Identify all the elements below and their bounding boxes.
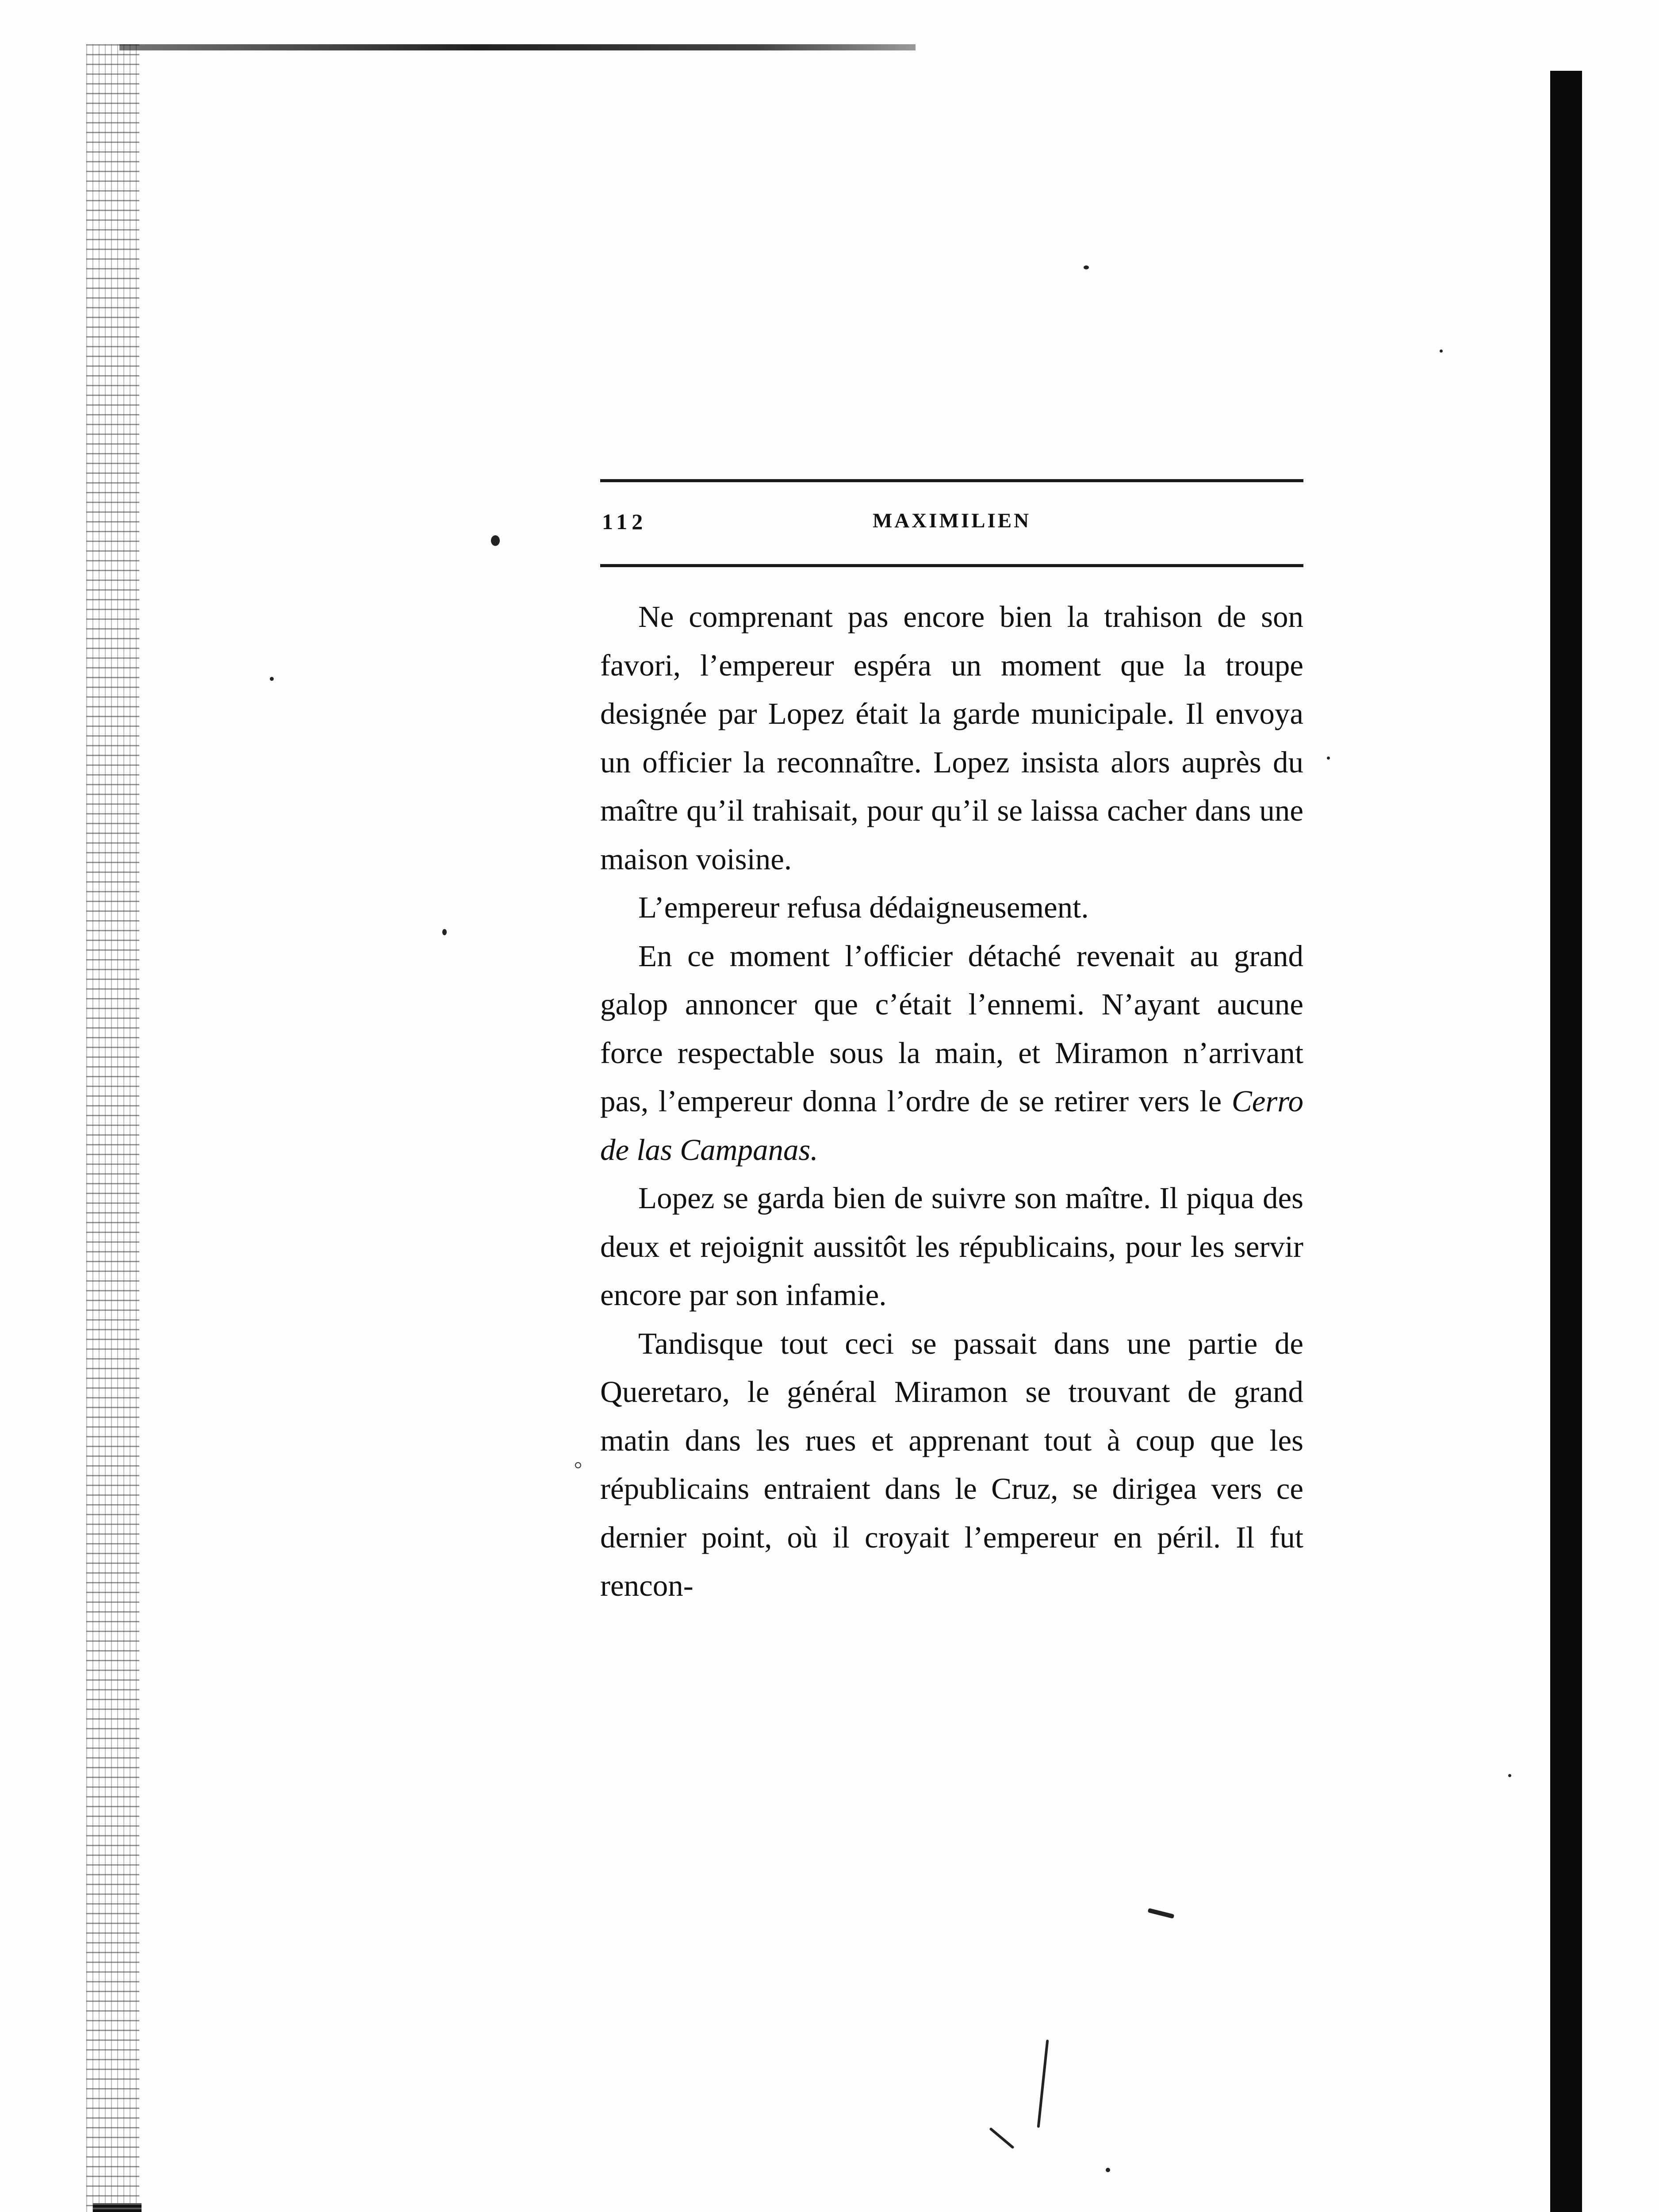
scan-speck bbox=[1148, 1908, 1175, 1919]
scan-speck bbox=[270, 677, 274, 681]
scan-speck bbox=[575, 1462, 581, 1468]
header-top-rule bbox=[600, 479, 1303, 482]
paragraph bbox=[600, 932, 1303, 1175]
scan-speck bbox=[1106, 2168, 1110, 2172]
paragraph: Ne comprenant pas encore bien la trahison de son favori, l’empereur espéra un moment que la troupe designée par Lopez était la garde municipale. Il envoya un officier la reconnaître. Lopez insista alors auprès du maître qu’il trahisait, pour qu’il se laissa cacher dans une maison voisine. bbox=[600, 600, 1303, 876]
scan-speck bbox=[1440, 349, 1443, 353]
body-text bbox=[600, 593, 1303, 1610]
scan-top-edge bbox=[119, 44, 916, 50]
header-bottom-rule bbox=[600, 564, 1303, 567]
scan-speck bbox=[1084, 265, 1089, 269]
scan-speck bbox=[1327, 757, 1330, 760]
paragraph: Lopez se garda bien de suivre son maître. Il piqua des deux et rejoignit aussitôt les républicains, pour les servir encore par son infamie. bbox=[600, 1181, 1303, 1312]
scan-right-edge-shadow bbox=[1550, 71, 1582, 2212]
scan-speck bbox=[491, 535, 500, 546]
paragraph: L’empereur refusa dédaigneusement. bbox=[638, 891, 1089, 924]
paragraph: Tandisque tout ceci se passait dans une partie de Queretaro, le général Miramon se trouvant de grand matin dans les rues et apprenant tout à coup que les républicains entraient dans le Cruz, se dirigea vers ce dernier point, où il croyait l’empereur en péril. Il fut rencon- bbox=[600, 1326, 1303, 1602]
running-title: MAXIMILIEN bbox=[872, 509, 1031, 532]
place-name-italic: Cerro de las Campanas. bbox=[600, 1084, 1303, 1167]
scan-speck bbox=[442, 929, 447, 935]
scan-speck bbox=[1037, 2039, 1049, 2128]
scan-speck bbox=[1508, 1774, 1511, 1777]
scan-speck bbox=[989, 2127, 1014, 2149]
scan-left-corner-shadow bbox=[93, 2203, 142, 2212]
scan-left-edge-noise bbox=[86, 44, 139, 2212]
running-head bbox=[600, 509, 1303, 540]
paragraph-text: En ce moment l’officier détaché revenait au grand galop annoncer que c’était l’ennemi. N’ayant aucune force respectable sous la main, et Miramon n’arrivant pas, l’empereur donna l’ordre de se retirer vers le bbox=[600, 939, 1303, 1118]
page-number: 112 bbox=[602, 509, 648, 534]
